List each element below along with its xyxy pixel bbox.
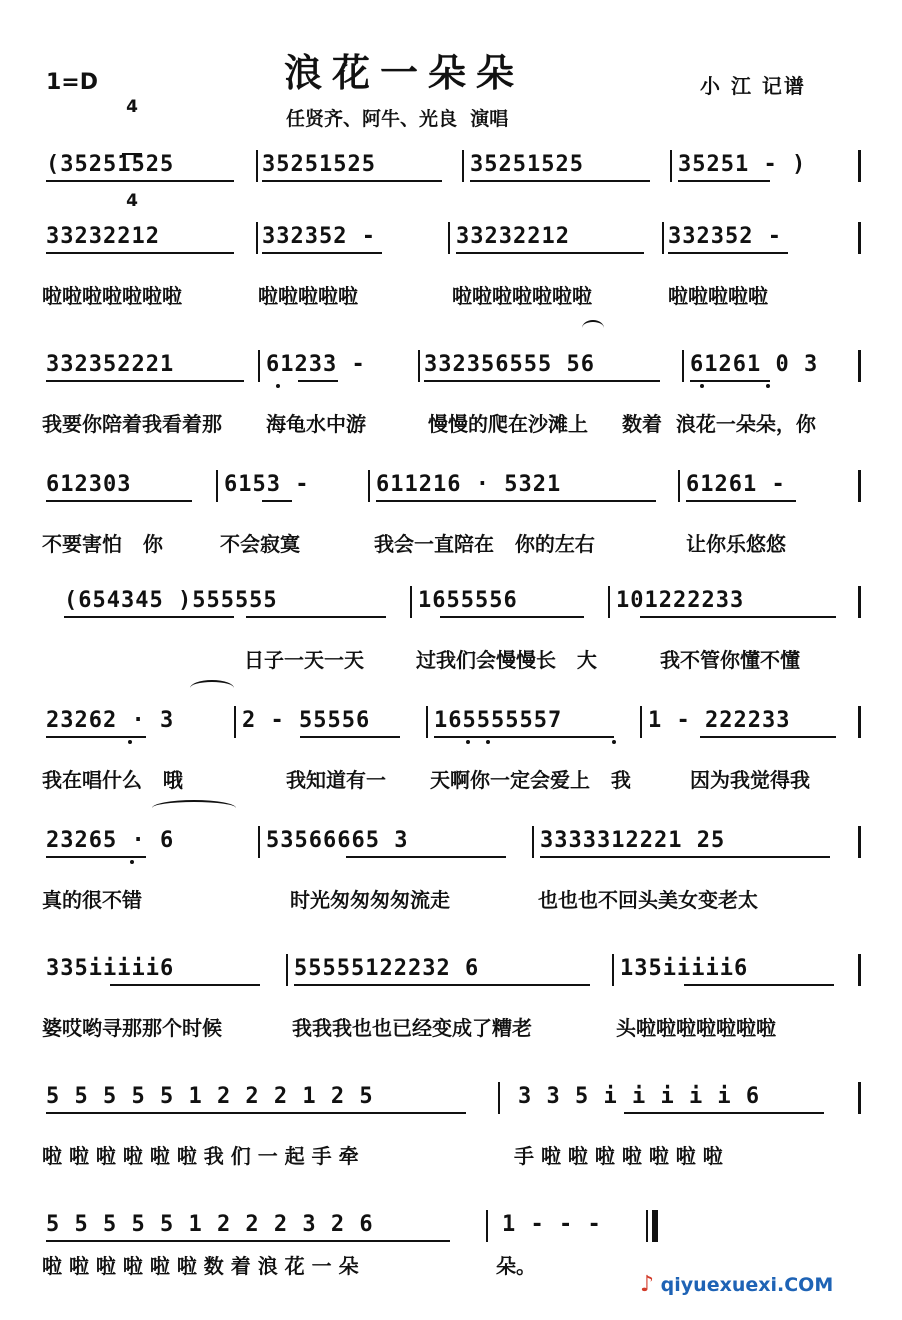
measure: (654345 )555555 (64, 588, 278, 613)
lyric: 我不管你懂不懂 (660, 648, 800, 672)
measure: 53566665 3 (266, 828, 409, 853)
lyric: 啦 啦 啦 啦 啦 啦 数 着 浪 花 一 朵 (42, 1254, 359, 1278)
lyric: 真的很不错 (42, 888, 142, 912)
lyric: 啦啦啦啦啦啦啦 (42, 284, 182, 308)
watermark-text: qiyuexuexi.COM (660, 1274, 834, 1296)
measure: 101222233 (616, 588, 745, 613)
lyric: 时光匆匆匆匆流走 (290, 888, 450, 912)
staff-row-6 (0, 706, 902, 816)
measure: 35251525 (470, 152, 584, 177)
measure: 611216 · 5321 (376, 472, 562, 497)
time-signature-bottom: 4 (126, 191, 138, 211)
measure: 332352221 (46, 352, 175, 377)
measure: 33232212 (46, 224, 160, 249)
lyric: 我我我也也已经变成了糟老 (292, 1016, 532, 1040)
measure: 612303 (46, 472, 132, 497)
lyric: 日子一天一天 (244, 648, 364, 672)
singers-credit: 任贤齐、阿牛、光良 演唱 (286, 108, 509, 130)
measure: 61261 - (686, 472, 786, 497)
lyric: 啦啦啦啦啦啦啦 (452, 284, 592, 308)
staff-row-3 (0, 350, 902, 460)
measure: 335iiiii6 (46, 956, 175, 981)
measure: 1655556 (418, 588, 518, 613)
lyric: 啦啦啦啦啦 (668, 284, 768, 308)
measure: 23265 · 6 (46, 828, 175, 853)
lyric: 不要害怕 你 (42, 532, 163, 556)
lyric: 我在唱什么 哦 (42, 768, 183, 792)
staff-row-9 (0, 1082, 902, 1192)
measure: 332356555 56 (424, 352, 595, 377)
lyric: 因为我觉得我 (690, 768, 810, 792)
measure: 2 - 55556 (242, 708, 371, 733)
lyric: 海龟水中游 (266, 412, 366, 436)
music-note-icon: ♪ (640, 1272, 655, 1297)
measure: 332352 - (262, 224, 376, 249)
staff-row-4 (0, 470, 902, 580)
lyric: 啦 啦 啦 啦 啦 啦 我 们 一 起 手 牵 (42, 1144, 359, 1168)
measure: 33232212 (456, 224, 570, 249)
staff-row-5 (0, 586, 902, 696)
measure: 5 5 5 5 5 1 2 2 2 3 2 6 (46, 1212, 374, 1237)
measure: 135iiiii6 (620, 956, 749, 981)
lyric: 头啦啦啦啦啦啦啦 (616, 1016, 776, 1040)
lyric: 慢慢的爬在沙滩上 (428, 412, 588, 436)
lyric: 让你乐悠悠 (686, 532, 786, 556)
lyric: 我知道有一 (286, 768, 386, 792)
measure: 23262 · 3 (46, 708, 175, 733)
measure: 1 - 222233 (648, 708, 791, 733)
measure: 5 5 5 5 5 1 2 2 2 1 2 5 (46, 1084, 374, 1109)
measure: (35251525 (46, 152, 175, 177)
measure: 6153 - (224, 472, 310, 497)
measure: 35251525 (262, 152, 376, 177)
song-title: 浪花一朵朵 (284, 50, 525, 95)
measure: 165555557 (434, 708, 563, 733)
lyric: 也也也不回头美女变老太 (538, 888, 758, 912)
lyric: 我要你陪着我看着那 (42, 412, 222, 436)
lyric: 朵。 (496, 1254, 536, 1278)
lyric: 过我们会慢慢长 大 (416, 648, 597, 672)
key-signature: 1=D (46, 70, 99, 95)
staff-row-2 (0, 222, 902, 332)
measure: 332352 - (668, 224, 782, 249)
lyric: 天啊你一定会爱上 我 (430, 768, 631, 792)
measure: 3 3 5 i i i i i 6 (518, 1084, 761, 1109)
staff-row-7 (0, 826, 902, 936)
measure: 55555122232 6 (294, 956, 480, 981)
lyric: 数着 浪花一朵朵，你 (622, 412, 816, 436)
measure: 3333312221 25 (540, 828, 726, 853)
lyric: 不会寂寞 (220, 532, 300, 556)
lyric: 我会一直陪在 你的左右 (374, 532, 595, 556)
measure: 61233 - (266, 352, 366, 377)
staff-row-8 (0, 954, 902, 1064)
lyric: 手 啦 啦 啦 啦 啦 啦 啦 (514, 1144, 723, 1168)
lyric: 啦啦啦啦啦 (258, 284, 358, 308)
measure: 61261 0 3 (690, 352, 819, 377)
site-watermark[interactable] (640, 1272, 833, 1297)
time-signature-top: 4 (126, 97, 138, 117)
measure: 1 - - - (502, 1212, 602, 1237)
measure: 35251 - ) (678, 152, 807, 177)
arranger-credit: 小 江 记谱 (700, 74, 806, 98)
lyric: 婆哎哟寻那那个时候 (42, 1016, 222, 1040)
